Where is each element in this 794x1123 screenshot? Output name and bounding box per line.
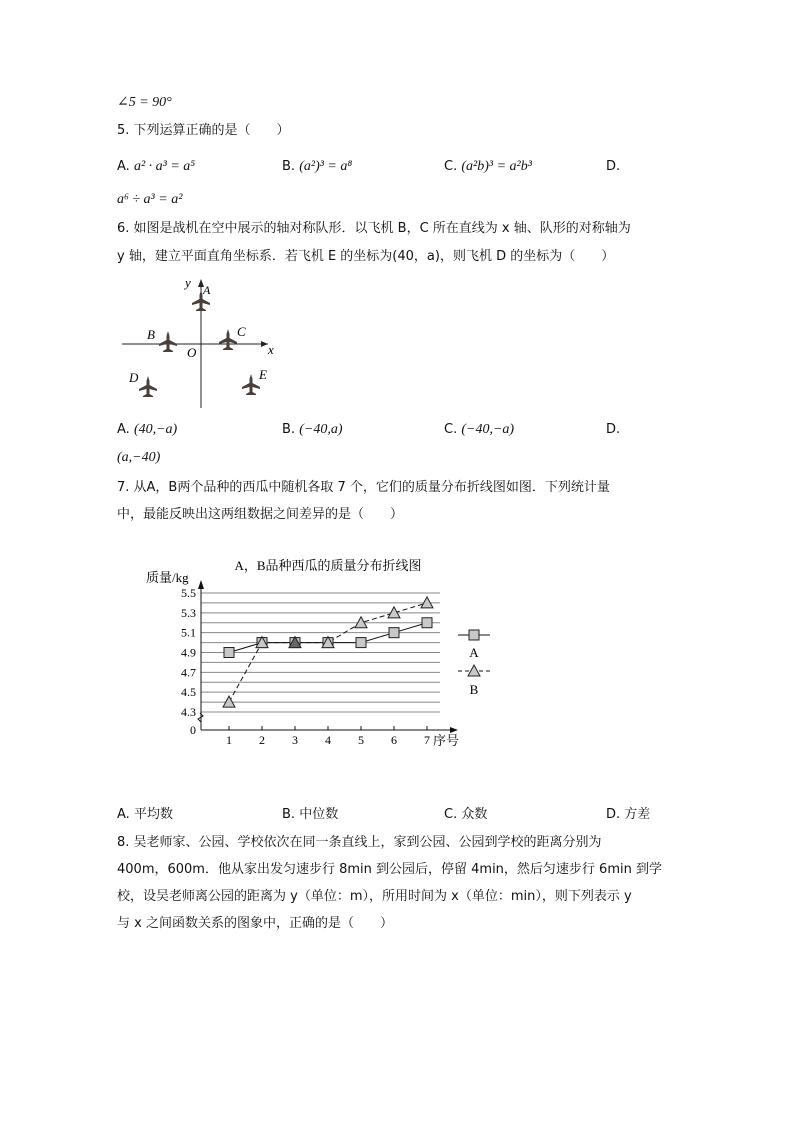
plane-e-icon bbox=[242, 374, 260, 395]
x-tick-label: 4 bbox=[325, 733, 331, 747]
option-label: C. bbox=[444, 159, 458, 174]
option-expr: (a²b)³ = a²b³ bbox=[461, 159, 532, 174]
option-label: B. bbox=[282, 807, 296, 822]
x-axis-label: x bbox=[268, 342, 274, 357]
plane-c-label: C bbox=[237, 324, 246, 339]
option-label: B. bbox=[282, 159, 296, 174]
legend-a-marker-icon bbox=[469, 630, 479, 640]
option-label: A. bbox=[117, 807, 130, 822]
legend-b-label: B bbox=[469, 682, 479, 697]
x-tick-label: 7 bbox=[424, 733, 430, 747]
x-axis-arrow-icon bbox=[261, 341, 268, 347]
option-expr: (a²)³ = a⁸ bbox=[299, 159, 353, 174]
x-tick-label: 3 bbox=[292, 733, 298, 747]
y-tick-label: 4.9 bbox=[181, 645, 196, 660]
q6-option-b bbox=[282, 422, 342, 438]
q8-line2: 400m，600m．他从家出发匀速步行 8min 到公园后，停留 4min，然后匀速步行 6min 到学 bbox=[117, 862, 662, 877]
plane-b-label: B bbox=[147, 327, 155, 342]
origin-label: O bbox=[187, 345, 197, 360]
q8-line4: 与 x 之间函数关系的图象中，正确的是（ ） bbox=[117, 916, 393, 931]
q4-answer-tail: ∠5 = 90° bbox=[117, 95, 172, 110]
option-expr: (−40,a) bbox=[299, 422, 343, 437]
option-expr: (40,−a) bbox=[133, 422, 178, 437]
option-text: 众数 bbox=[461, 807, 488, 822]
plane-a-label: A bbox=[203, 283, 211, 297]
line-chart bbox=[146, 558, 490, 748]
option-expr: a² · a³ = a⁵ bbox=[133, 159, 196, 174]
q6-option-d-expr: (a,−40) bbox=[117, 450, 161, 465]
option-label: A. bbox=[117, 159, 130, 174]
option-label: D. bbox=[606, 807, 621, 822]
y-tick-label: 4.5 bbox=[181, 685, 196, 700]
q7-option-d bbox=[606, 807, 650, 823]
y-tick-label: 5.5 bbox=[181, 586, 196, 600]
y-tick-label: 4.7 bbox=[181, 665, 196, 680]
y-axis-arrow-icon bbox=[198, 580, 204, 589]
q6-stem-line2: y 轴，建立平面直角坐标系．若飞机 E 的坐标为(40，a)，则飞机 D 的坐标为（ ） bbox=[117, 249, 615, 264]
series-a-point bbox=[356, 638, 366, 648]
x-axis-label: 序号 bbox=[433, 733, 460, 748]
q5-stem: 5. 下列运算正确的是（ ） bbox=[117, 123, 290, 138]
q7-option-c bbox=[444, 807, 487, 823]
q6-stem-line1: 6. 如图是战机在空中展示的轴对称队形．以飞机 B，C 所在直线为 x 轴、队形的对称轴为 bbox=[117, 221, 631, 236]
q5-option-d-expr: a⁶ ÷ a³ = a² bbox=[117, 192, 183, 207]
plane-c-icon bbox=[219, 329, 237, 350]
y-tick-label: 5.3 bbox=[181, 605, 196, 620]
plane-e-label: E bbox=[259, 367, 267, 382]
q7-option-a bbox=[117, 807, 173, 823]
x-tick-label: 2 bbox=[259, 733, 265, 747]
q8-line1: 8. 吴老师家、公园、学校依次在同一条直线上，家到公园、公园到学校的距离分别为 bbox=[117, 835, 602, 850]
option-label: A. bbox=[117, 422, 130, 437]
series-a-point bbox=[422, 618, 432, 628]
y-tick-label: 0 bbox=[190, 723, 196, 737]
option-text: 方差 bbox=[624, 807, 651, 822]
y-tick-label: 4.3 bbox=[181, 705, 196, 719]
option-label: B. bbox=[282, 422, 296, 437]
q6-option-c bbox=[444, 422, 514, 438]
x-tick-label: 5 bbox=[358, 733, 364, 747]
chart-title: A，B品种西瓜的质量分布折线图 bbox=[234, 558, 422, 573]
q8-line3: 校，设吴老师离公园的距离为 y（单位：m），所用时间为 x（单位：min），则下列表示 y bbox=[117, 889, 632, 904]
legend-a-label: A bbox=[469, 645, 479, 660]
q7-stem-line2: 中，最能反映出这两组数据之间差异的是（ ） bbox=[117, 507, 404, 522]
q7-option-b bbox=[282, 807, 338, 823]
series-a-point bbox=[224, 648, 234, 658]
q7-stem-line1: 7. 从A，B两个品种的西瓜中随机各取 7 个，它们的质量分布折线图如图．下列统计量 bbox=[117, 480, 610, 495]
series-a-point bbox=[389, 628, 399, 638]
x-tick-label: 6 bbox=[391, 733, 397, 747]
option-text: 平均数 bbox=[133, 807, 173, 822]
plane-d-icon bbox=[139, 376, 157, 397]
legend-b-marker-icon bbox=[468, 665, 480, 676]
option-label: C. bbox=[444, 807, 458, 822]
option-expr: (−40,−a) bbox=[461, 422, 515, 437]
y-tick-label: 5.1 bbox=[181, 625, 196, 640]
option-text: 中位数 bbox=[299, 807, 339, 822]
plane-d-label: D bbox=[129, 370, 139, 385]
plane-b-icon bbox=[159, 331, 177, 352]
y-axis-label: 质量/kg bbox=[146, 570, 189, 585]
q6-option-a bbox=[117, 422, 177, 438]
option-label: C. bbox=[444, 422, 458, 437]
y-axis-label: y bbox=[185, 275, 191, 290]
q6-option-d-label: D. bbox=[606, 422, 621, 437]
x-tick-label: 1 bbox=[226, 733, 232, 747]
q5-option-d-label: D. bbox=[606, 159, 621, 174]
